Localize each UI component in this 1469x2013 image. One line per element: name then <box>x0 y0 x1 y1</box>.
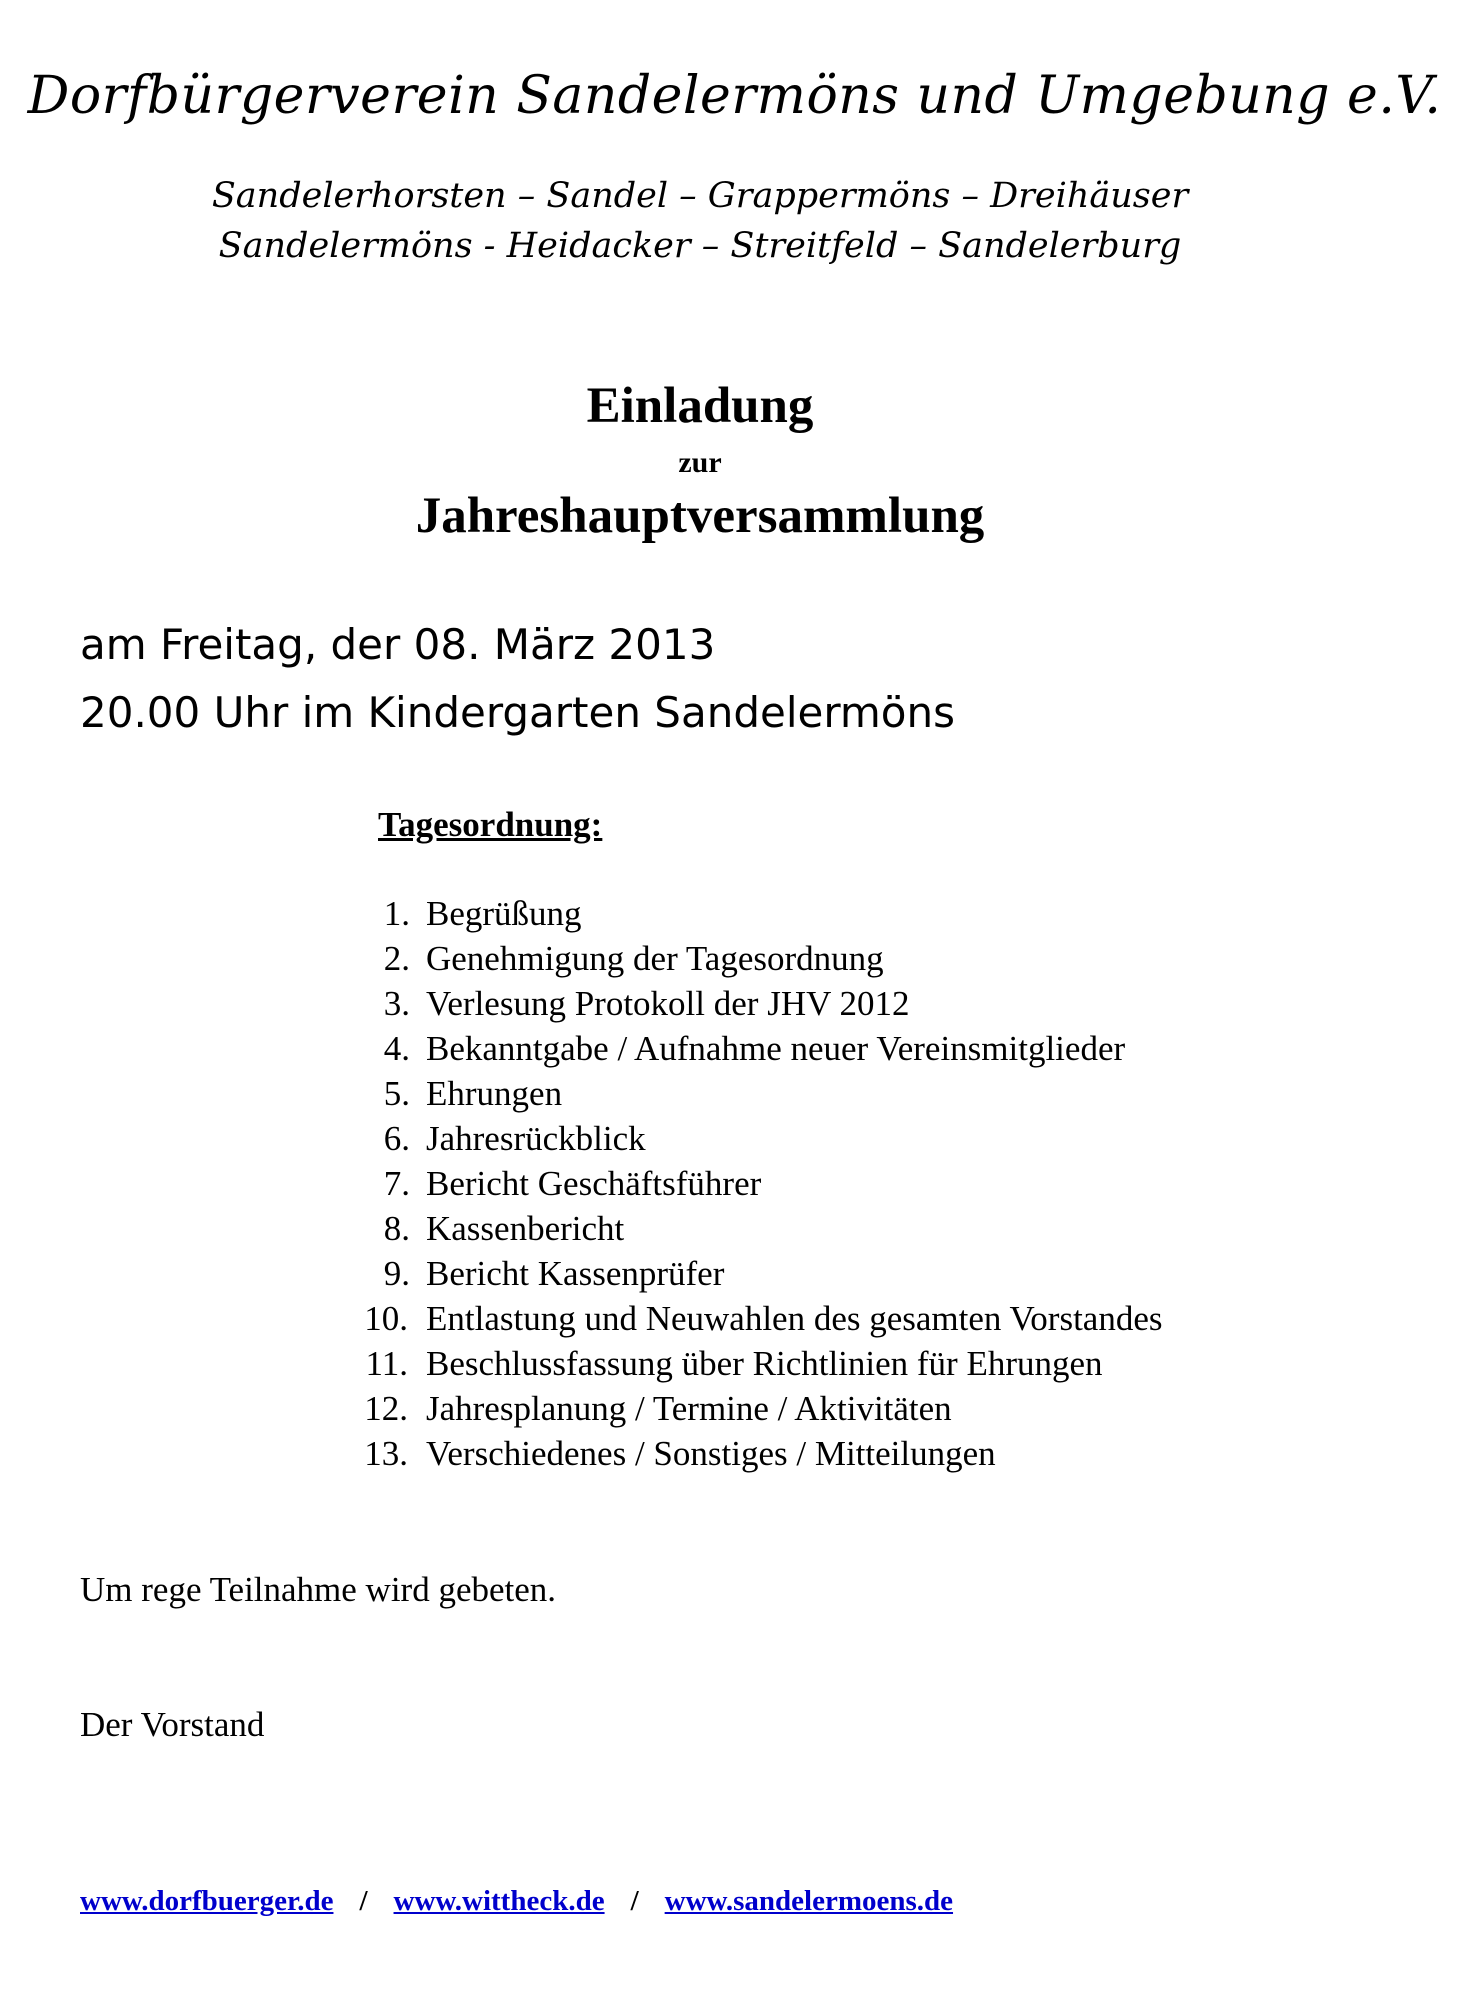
agenda-item-text: Jahresrückblick <box>426 1119 646 1158</box>
invitation-connector: zur <box>678 446 722 479</box>
agenda-item-number: 13. <box>364 1434 408 1473</box>
agenda-item <box>340 1026 1163 1071</box>
agenda-item <box>340 1161 1163 1206</box>
agenda-item-number: 1. <box>383 894 410 933</box>
invitation-heading: Einladung <box>586 378 814 434</box>
organization-name: Dorfbürgerverein Sandelermöns und Umgebung e.V. <box>27 66 1442 126</box>
agenda-item-number: 3. <box>383 984 410 1023</box>
agenda-item-number: 2. <box>383 939 410 978</box>
villages-line-1: Sandelerhorsten – Sandel – Grappermöns – Dreihäuser <box>211 176 1189 216</box>
agenda-item <box>340 1431 1163 1476</box>
villages-line-2: Sandelermöns - Heidacker – Streitfeld – Sandelerburg <box>218 226 1182 266</box>
agenda-item-text: Beschlussfassung über Richtlinien für Ehrungen <box>426 1344 1103 1383</box>
signature: Der Vorstand <box>80 1705 265 1744</box>
event-date: am Freitag, der 08. März 2013 <box>80 620 716 669</box>
link-sandelermoens[interactable]: www.sandelermoens.de <box>664 1885 954 1917</box>
agenda-item <box>340 981 1163 1026</box>
footer-links <box>80 1885 953 1918</box>
agenda-item <box>340 1341 1163 1386</box>
link-wittheck[interactable]: www.wittheck.de <box>393 1885 605 1917</box>
agenda-item <box>340 1071 1163 1116</box>
agenda-item-number: 4. <box>383 1029 410 1068</box>
participation-request: Um rege Teilnahme wird gebeten. <box>80 1570 557 1609</box>
meeting-title: Jahreshauptversammlung <box>415 488 985 544</box>
agenda-item-number: 12. <box>364 1389 408 1428</box>
agenda-item <box>340 1206 1163 1251</box>
link-dorfbuerger[interactable]: www.dorfbuerger.de <box>80 1885 334 1917</box>
agenda-item-number: 10. <box>364 1299 408 1338</box>
agenda-item-text: Verschiedenes / Sonstiges / Mitteilungen <box>426 1434 996 1473</box>
agenda-item <box>340 1296 1163 1341</box>
agenda-item-number: 8. <box>383 1209 410 1248</box>
agenda-item <box>340 1251 1163 1296</box>
agenda-item-number: 9. <box>383 1254 410 1293</box>
agenda-title: Tagesordnung: <box>378 805 603 844</box>
agenda-item-text: Bericht Geschäftsführer <box>426 1164 762 1203</box>
agenda-item-text: Begrüßung <box>426 894 582 933</box>
agenda-item <box>340 936 1163 981</box>
event-time-place: 20.00 Uhr im Kindergarten Sandelermöns <box>80 688 955 737</box>
agenda-item-number: 6. <box>383 1119 410 1158</box>
agenda-item-text: Bekanntgabe / Aufnahme neuer Vereinsmitglieder <box>426 1029 1126 1068</box>
link-separator: / <box>630 1885 639 1917</box>
agenda-list <box>340 891 1163 1476</box>
agenda-item-number: 11. <box>365 1344 408 1383</box>
agenda-item-number: 5. <box>383 1074 410 1113</box>
agenda-item-text: Kassenbericht <box>426 1209 625 1248</box>
agenda-item-text: Verlesung Protokoll der JHV 2012 <box>426 984 910 1023</box>
agenda-item <box>340 1386 1163 1431</box>
agenda-item-text: Bericht Kassenprüfer <box>426 1254 725 1293</box>
agenda-item-text: Ehrungen <box>426 1074 563 1113</box>
agenda-item-text: Genehmigung der Tagesordnung <box>426 939 884 978</box>
agenda-item <box>340 1116 1163 1161</box>
agenda-item-text: Jahresplanung / Termine / Aktivitäten <box>426 1389 952 1428</box>
agenda-item-text: Entlastung und Neuwahlen des gesamten Vorstandes <box>426 1299 1163 1338</box>
link-separator: / <box>359 1885 368 1917</box>
agenda-item-number: 7. <box>383 1164 410 1203</box>
agenda-item <box>340 891 1163 936</box>
